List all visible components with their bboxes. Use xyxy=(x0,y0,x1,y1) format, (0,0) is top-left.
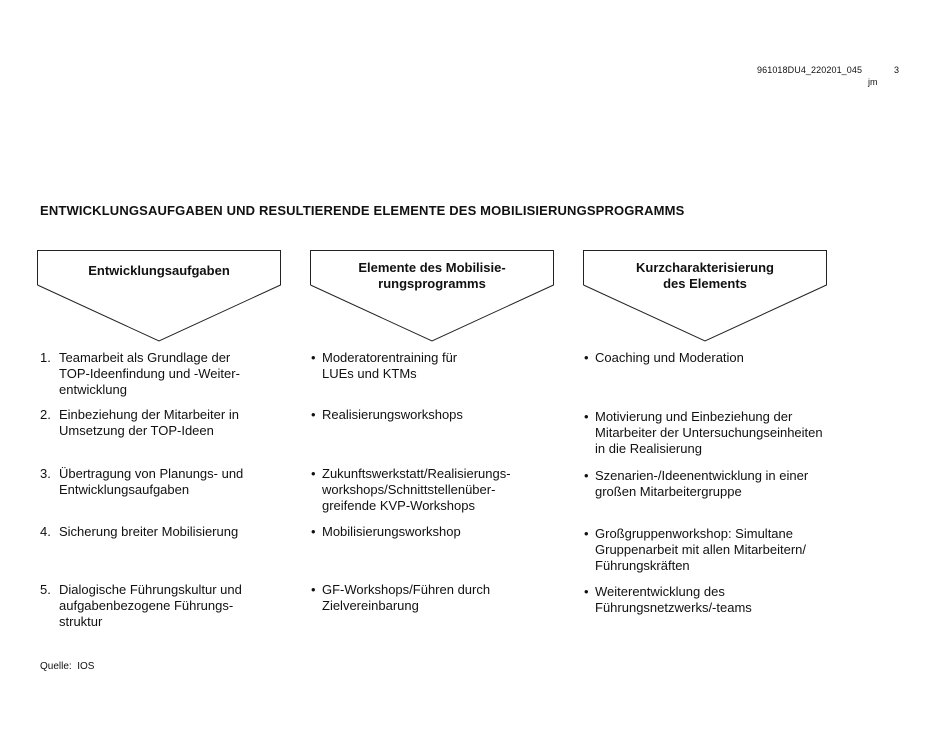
column-header-tasks xyxy=(37,250,281,342)
characterization-text: Großgruppenworkshop: Simultane Gruppenarbeit mit allen Mitarbeitern/ Führungskräften xyxy=(595,526,806,573)
characterization-text: Weiterentwicklung des Führungsnetzwerks/-teams xyxy=(595,584,752,615)
row-number: 1. xyxy=(40,350,51,365)
element-text: GF-Workshops/Führen durch Zielvereinbarung xyxy=(322,582,491,613)
bullet-icon: • xyxy=(311,524,316,539)
task-text: Einbeziehung der Mitarbeiter in Umsetzung der TOP-Ideen xyxy=(59,407,239,438)
page-title: ENTWICKLUNGSAUFGABEN UND RESULTIERENDE ELEMENTE DES MOBILISIERUNGSPROGRAMMS xyxy=(40,203,685,218)
column-header-characterization xyxy=(583,250,827,342)
characterization-text: Szenarien-/Ideenentwicklung in einer großen Mitarbeitergruppe xyxy=(595,468,809,499)
task-text: Sicherung breiter Mobilisierung xyxy=(59,524,239,539)
characterization-text: Coaching und Moderation xyxy=(595,350,744,365)
bullet-icon: • xyxy=(311,407,316,422)
column-header-tasks-label: Entwicklungsaufgaben xyxy=(88,263,230,278)
bullet-icon: • xyxy=(584,409,589,424)
row-number: 2. xyxy=(40,407,51,422)
page-number: 3 xyxy=(894,65,900,75)
task-text: Übertragung von Planungs- und Entwicklungsaufgaben xyxy=(59,466,244,497)
author-initials: jm xyxy=(868,77,878,87)
source-label: Quelle: xyxy=(40,661,72,672)
bullet-icon: • xyxy=(311,350,316,365)
element-text: Mobilisierungsworkshop xyxy=(322,524,461,539)
source-note xyxy=(40,661,94,672)
document-id: 961018DU4_220201_045 xyxy=(757,65,863,75)
row-number: 4. xyxy=(40,524,51,539)
column-header-characterization-label: Kurzcharakterisierung des Elements xyxy=(636,260,774,291)
element-text: Realisierungsworkshops xyxy=(322,407,463,422)
column-header-elements xyxy=(310,250,554,342)
task-text: Teamarbeit als Grundlage der TOP-Ideenfindung und -Weiter- entwicklung xyxy=(59,350,240,397)
bullet-icon: • xyxy=(311,466,316,481)
bullet-icon: • xyxy=(584,584,589,599)
row-number: 3. xyxy=(40,466,51,481)
bullet-icon: • xyxy=(311,582,316,597)
column-header-elements-label: Elemente des Mobilisie- rungsprogramms xyxy=(358,260,506,291)
characterization-text: Motivierung und Einbeziehung der Mitarbeiter der Untersuchungseinheiten in die Realisierung xyxy=(595,409,823,456)
element-text: Moderatorentraining für LUEs und KTMs xyxy=(322,350,458,381)
source-value: IOS xyxy=(77,661,95,672)
element-text: Zukunftswerkstatt/Realisierungs- workshops/Schnittstellenüber- greifende KVP-Workshops xyxy=(322,466,511,513)
bullet-icon: • xyxy=(584,350,589,365)
row-number: 5. xyxy=(40,582,51,597)
bullet-icon: • xyxy=(584,468,589,483)
task-text: Dialogische Führungskultur und aufgabenbezogene Führungs- struktur xyxy=(59,582,242,629)
bullet-icon: • xyxy=(584,526,589,541)
